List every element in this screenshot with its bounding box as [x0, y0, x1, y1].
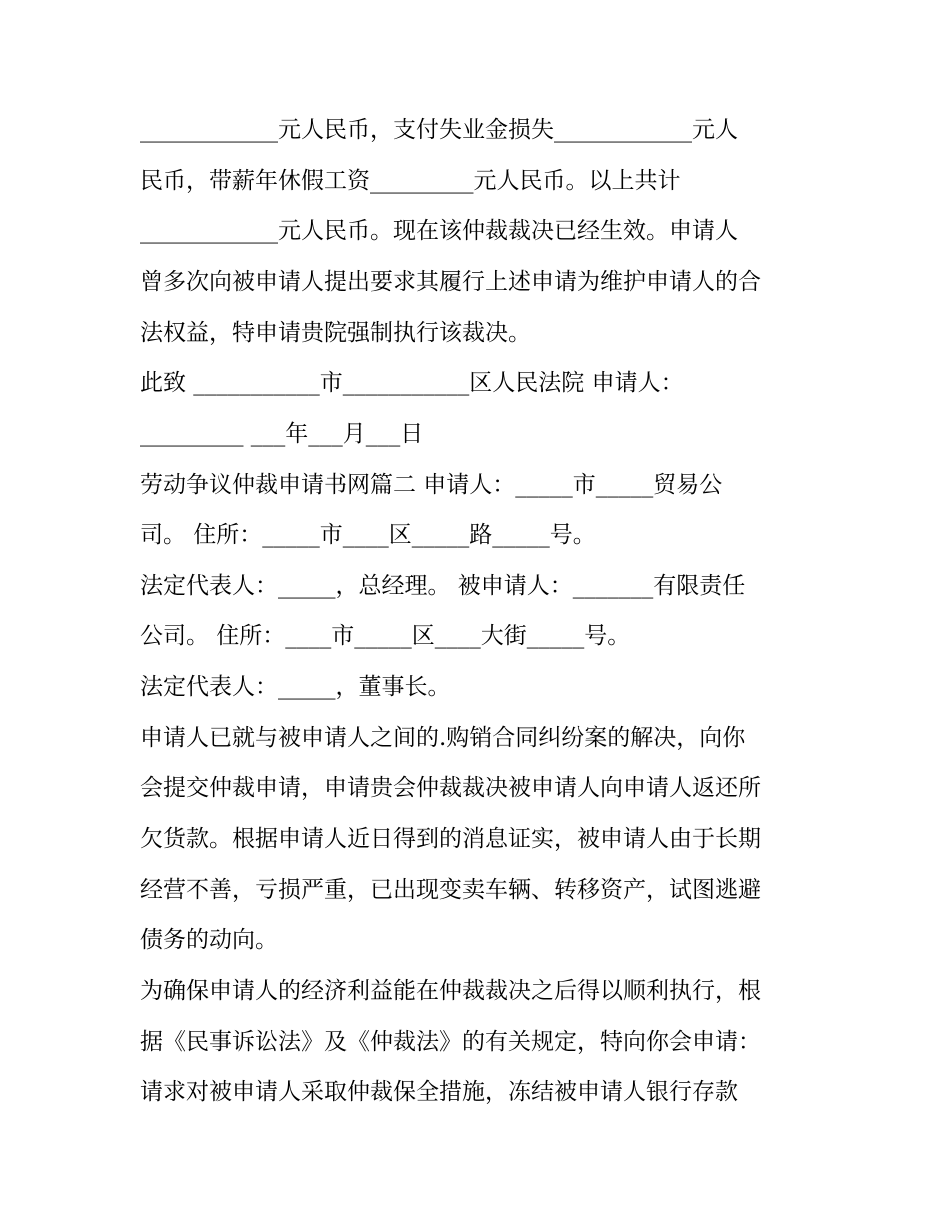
text-line: ____________元人民币。现在该仲裁裁决已经生效。申请人 — [140, 218, 738, 244]
text-line: 曾多次向被申请人提出要求其履行上述申请为维护申请人的合 — [140, 269, 761, 295]
text-line: 法定代表人：_____，总经理。 被申请人：_______有限责任 — [140, 573, 746, 599]
text-line: 申请人已就与被申请人之间的.购销合同纠纷案的解决，向你 — [140, 725, 746, 751]
text-line: 经营不善，亏损严重，已出现变卖车辆、转移资产，试图逃避 — [140, 877, 761, 903]
text-line: 会提交仲裁申请，申请贵会仲裁裁决被申请人向申请人返还所 — [140, 775, 761, 801]
text-line: _________ ___年___月___日 — [140, 421, 424, 447]
text-line: ____________元人民币，支付失业金损失____________元人 — [140, 117, 738, 143]
text-line: 民币，带薪年休假工资_________元人民币。以上共计 — [140, 168, 681, 194]
text-line: 法权益，特申请贵院强制执行该裁决。 — [140, 320, 531, 346]
text-line: 据《民事诉讼法》及《仲裁法》的有关规定，特向你会申请： — [140, 1029, 761, 1055]
text-line: 法定代表人：_____，董事长。 — [140, 674, 451, 700]
text-line: 劳动争议仲裁申请书网篇二 申请人：_____市_____贸易公 — [140, 472, 723, 498]
text-line: 欠货款。根据申请人近日得到的消息证实，被申请人由于长期 — [140, 826, 761, 852]
text-line: 公司。 住所：____市_____区____大街_____号。 — [140, 623, 631, 649]
text-line: 此致 ___________市___________区人民法院 申请人： — [140, 370, 684, 396]
text-line: 债务的动向。 — [140, 927, 278, 953]
text-line: 为确保申请人的经济利益能在仲裁裁决之后得以顺利执行，根 — [140, 978, 761, 1004]
text-line: 司。 住所：_____市____区_____路_____号。 — [140, 522, 596, 548]
text-line: 请求对被申请人采取仲裁保全措施，冻结被申请人银行存款 — [140, 1079, 738, 1105]
